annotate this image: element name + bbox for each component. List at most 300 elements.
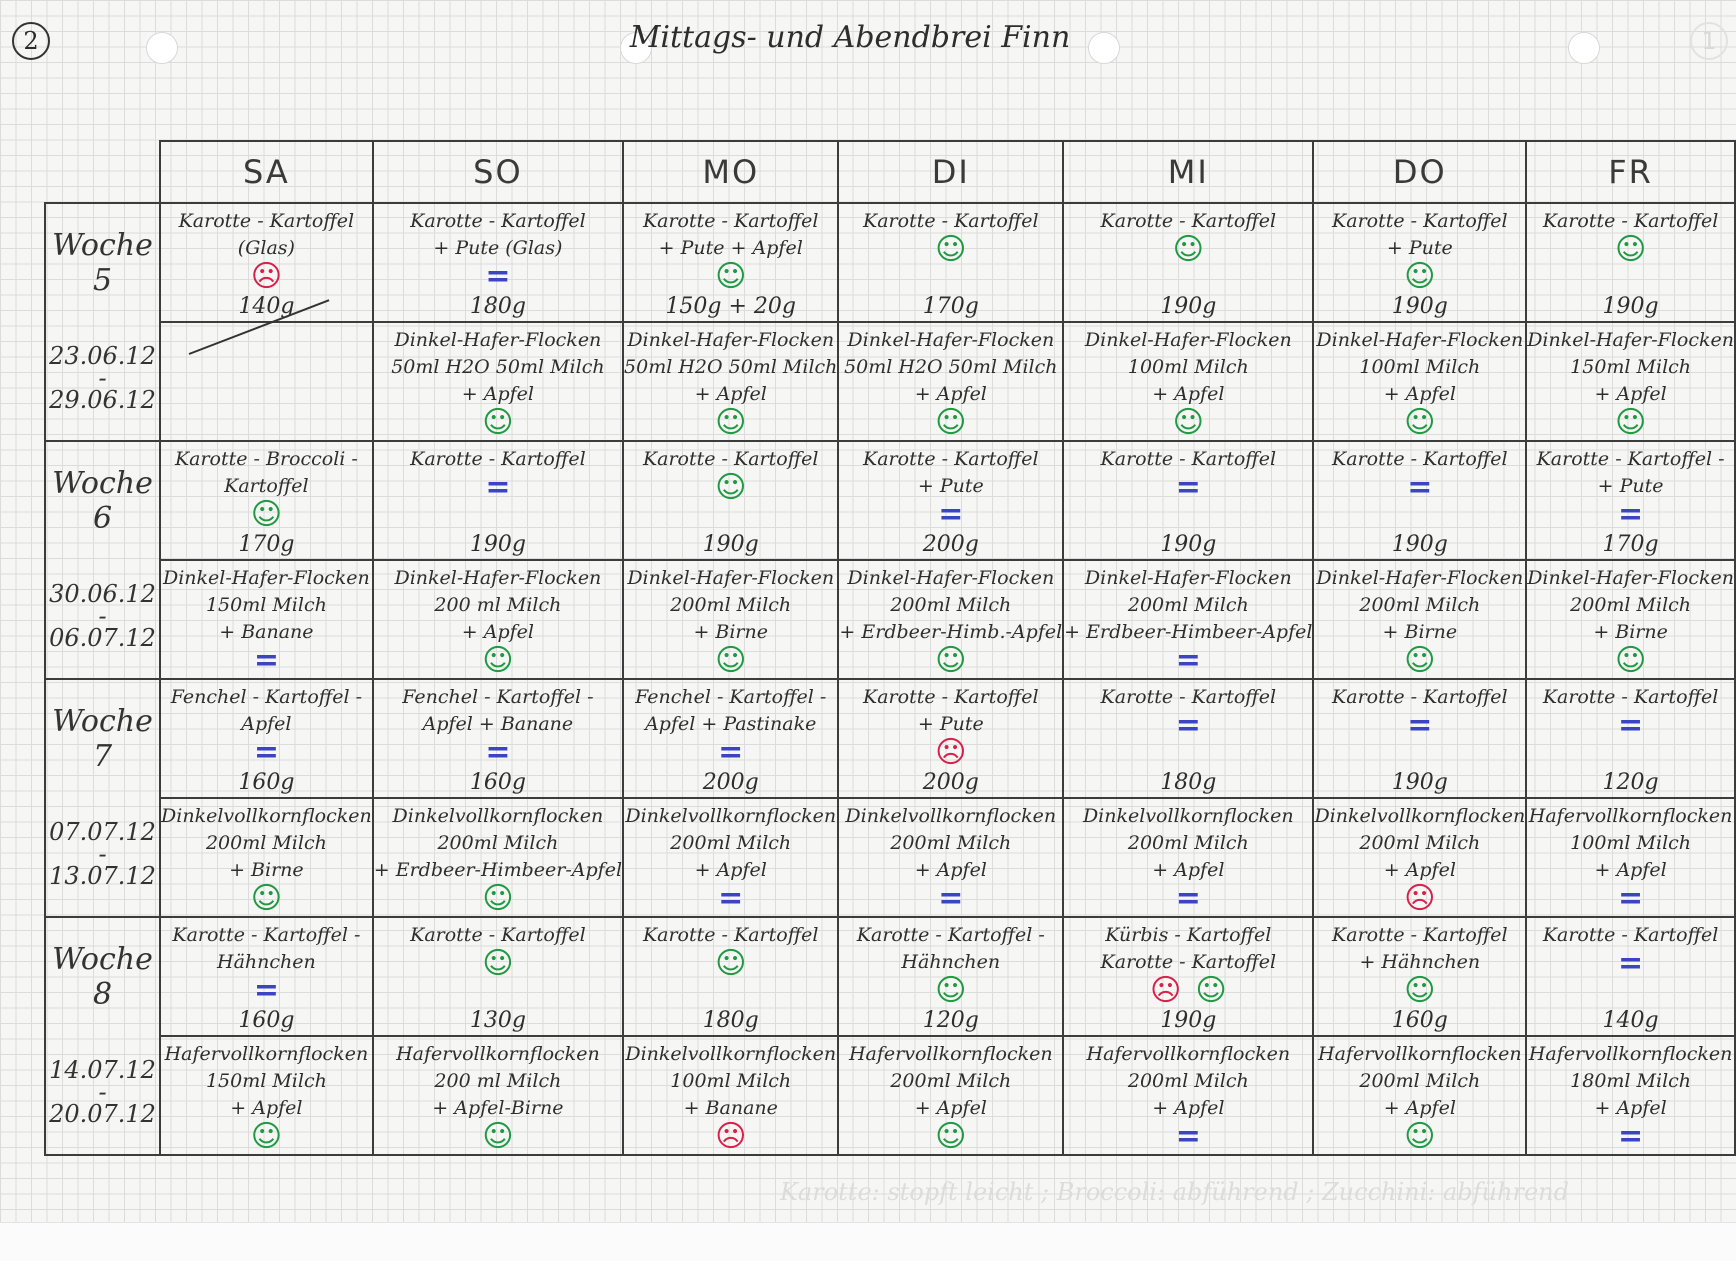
dinner-line: Dinkelvollkornflocken [161,805,372,827]
dinner-line: Dinkel-Hafer-Flocken [162,567,370,589]
neutral-face-icon: = [1618,708,1644,743]
lunch-line: + Pute [917,475,984,497]
lunch-line: + Pute [917,713,984,735]
amount: 190g [469,532,526,557]
lunch-line: Hähnchen [217,951,316,973]
sad-face-icon: ☹ [250,259,283,294]
rating [374,1119,622,1154]
lunch-cell [1526,679,1735,798]
dinner-line: + Apfel [694,859,767,881]
dinner-line: + Apfel [1594,383,1667,405]
dinner-line: + Apfel [694,383,767,405]
neutral-face-icon: = [253,973,279,1008]
lunch-cell [373,679,623,798]
dinner-cell [1063,1036,1313,1155]
amount: 200g [922,770,979,795]
lunch-line: Karotte - Kartoffel [863,448,1039,470]
lunch-row [45,679,1735,798]
happy-face-icon: ☺ [715,946,747,981]
dinner-line: + Apfel [1152,859,1225,881]
dinner-line: Dinkel-Hafer-Flocken [1084,329,1292,351]
lunch-line: Karotte - Kartoffel [410,924,586,946]
sad-face-icon: ☹ [1404,881,1436,916]
rating [839,1119,1062,1154]
amount: 180g [702,1008,759,1033]
amount: 190g [1160,1008,1217,1033]
dinner-cell [373,560,623,679]
amount: 190g [1391,532,1448,557]
lunch-cell [1313,203,1526,322]
rating [374,735,622,770]
dinner-line: + Apfel [914,383,987,405]
sad-face-icon: ☹ [1150,973,1182,1008]
rating [1527,1119,1734,1154]
dinner-cell [623,322,838,441]
dinner-cell [373,1036,623,1155]
lunch-cell [1526,917,1735,1036]
dinner-line: + Birne [1382,621,1458,643]
happy-face-icon: ☺ [1172,405,1204,440]
amount: 200g [702,770,759,795]
neutral-face-icon: = [718,881,744,916]
lunch-line: Karotte - Kartoffel [642,924,819,946]
happy-face-icon: ☺ [1614,405,1647,440]
lunch-line: Karotte - Kartoffel [1542,686,1719,708]
lunch-line: + Pute [1386,237,1453,259]
dinner-line: 200ml Milch [1127,832,1249,854]
rating [1527,405,1734,440]
neutral-face-icon: = [253,643,279,678]
week-to: 29.06.12 [49,386,156,414]
dinner-cell [160,322,373,441]
week-label [45,917,160,1155]
neutral-face-icon: = [485,259,511,294]
happy-face-icon: ☺ [715,470,747,505]
rating [624,405,837,440]
dinner-row [45,798,1735,917]
happy-face-icon: ☺ [250,1119,283,1154]
header-corner [45,141,160,203]
rating [1314,1119,1525,1154]
dinner-line: 200ml Milch [670,594,792,616]
lunch-line: Hähnchen [901,951,1001,973]
amount: 190g [1160,532,1217,557]
dinner-cell [373,798,623,917]
week-dash: - [98,1078,107,1106]
page-title: Mittags- und Abendbrei Finn [629,20,1071,55]
lunch-cell [1063,203,1313,322]
lunch-line: Karotte - Kartoffel [1332,686,1508,708]
lunch-line: Karotte - Kartoffel [1100,210,1277,232]
lunch-line: Karotte - Kartoffel [1332,448,1508,470]
dinner-cell [373,322,623,441]
dinner-cell [838,322,1063,441]
lunch-cell [160,441,373,560]
happy-face-icon: ☺ [250,497,283,532]
dinner-line: Hafervollkornflocken [164,1043,369,1065]
dinner-cell [1313,560,1526,679]
week-dash: - [98,840,107,868]
happy-face-icon: ☺ [1404,1119,1436,1154]
amount: 170g [238,532,295,557]
dinner-line: + Apfel [230,1097,303,1119]
happy-face-icon: ☺ [482,405,514,440]
day-header-mo: MO [623,141,838,203]
rating [624,946,837,981]
lunch-line: Karotte - Kartoffel - [172,924,361,946]
neutral-face-icon: = [1407,708,1433,743]
rating [374,405,622,440]
dinner-line: Hafervollkornflocken [1528,805,1733,827]
happy-face-icon: ☺ [935,973,967,1008]
dinner-line: 200ml Milch [890,832,1012,854]
happy-face-icon: ☺ [935,643,967,678]
week-from: 14.07.12 [49,1056,156,1084]
rating [374,881,622,916]
neutral-face-icon: = [1407,470,1433,505]
dinner-line: 50ml H2O 50ml Milch [391,356,605,378]
dinner-line: Dinkelvollkornflocken [1314,805,1526,827]
lunch-line: + Pute + Apfel [658,237,803,259]
rating [1314,881,1525,916]
rating [374,470,622,505]
neutral-face-icon: = [1618,1119,1644,1154]
dinner-line: 200ml Milch [1570,594,1692,616]
neutral-face-icon: = [1175,881,1201,916]
lunch-cell [1526,441,1735,560]
dinner-line: Dinkelvollkornflocken [392,805,604,827]
happy-face-icon: ☺ [715,643,747,678]
neutral-face-icon: = [1175,470,1201,505]
dinner-line: Dinkel-Hafer-Flocken [1084,567,1292,589]
dinner-line: 200ml Milch [437,832,559,854]
dinner-line: Dinkel-Hafer-Flocken [847,567,1055,589]
lunch-line: Karotte - Kartoffel [1100,686,1277,708]
lunch-line: Karotte - Kartoffel [1332,210,1508,232]
rating [839,735,1062,770]
dinner-line: + Birne [693,621,768,643]
lunch-row [45,203,1735,322]
rating [1314,643,1525,678]
week-from: 23.06.12 [49,342,156,370]
lunch-cell [1063,679,1313,798]
rating [161,735,372,770]
page-number: 2 [12,22,50,60]
happy-face-icon: ☺ [935,405,967,440]
rating [374,946,622,981]
happy-face-icon: ☺ [482,1119,514,1154]
dinner-line: + Apfel [914,859,987,881]
rating [161,497,372,532]
rating [1314,973,1525,1008]
dinner-line: + Apfel [1383,383,1456,405]
dinner-line: 200ml Milch [1127,594,1249,616]
dinner-line: Dinkel-Hafer-Flocken [394,329,602,351]
dinner-cell [623,560,838,679]
dinner-line: + Apfel-Birne [432,1097,564,1119]
happy-face-icon: ☺ [715,259,747,294]
dinner-line: Dinkel-Hafer-Flocken [394,567,602,589]
lunch-line: Apfel + Banane [422,713,574,735]
neutral-face-icon: = [1175,643,1201,678]
week-name: Woche 5 [52,228,153,298]
dinner-line: + Apfel [1152,1097,1225,1119]
rating [1064,232,1312,267]
happy-face-icon: ☺ [1195,973,1227,1008]
dinner-line: 200ml Milch [1359,832,1481,854]
amount: 160g [238,770,295,795]
neutral-face-icon: = [718,735,744,770]
dinner-line: 200ml Milch [1359,1070,1481,1092]
lunch-cell [623,917,838,1036]
amount: 160g [1391,1008,1448,1033]
lunch-cell [1313,917,1526,1036]
lunch-line: Karotte - Broccoli - [174,448,358,470]
neutral-face-icon: = [1618,946,1644,981]
sad-face-icon: ☹ [935,735,967,770]
week-name: Woche 7 [52,704,153,774]
dinner-line: 100ml Milch [1359,356,1481,378]
dinner-cell [1526,322,1735,441]
amount: 120g [922,1008,979,1033]
rating [1064,643,1312,678]
day-header-do: DO [1313,141,1526,203]
rating [374,259,622,294]
dinner-line: Dinkel-Hafer-Flocken [1527,567,1734,589]
lunch-cell [623,679,838,798]
dinner-line: Dinkelvollkornflocken [845,805,1057,827]
dinner-row [45,560,1735,679]
happy-face-icon: ☺ [1404,405,1436,440]
lunch-cell [1063,441,1313,560]
happy-face-icon: ☺ [1614,232,1647,267]
dinner-line: + Banane [219,621,314,643]
week-name: Woche 6 [52,466,153,536]
dinner-line: + Apfel [461,621,534,643]
neutral-face-icon: = [1618,881,1644,916]
rating [839,497,1062,532]
dinner-cell [1526,560,1735,679]
amount: 190g [1391,770,1448,795]
dinner-line: 200ml Milch [670,832,792,854]
dinner-cell [1063,798,1313,917]
day-header-fr: FR [1526,141,1735,203]
dinner-line: + Erdbeer-Himb.-Apfel [839,621,1063,643]
dinner-line: + Birne [229,859,304,881]
dinner-line: 100ml Milch [1570,832,1692,854]
lunch-line: Karotte - Kartoffel [1100,951,1277,973]
lunch-cell [838,441,1063,560]
amount: 200g [922,532,979,557]
happy-face-icon: ☺ [935,1119,967,1154]
lunch-cell [1313,679,1526,798]
neutral-face-icon: = [1175,708,1201,743]
dinner-cell [160,798,373,917]
amount: 170g [1602,532,1659,557]
dinner-line: Dinkelvollkornflocken [625,1043,837,1065]
rating [1527,708,1734,743]
neutral-face-icon: = [938,497,964,532]
rating [1314,708,1525,743]
amount: 140g [1602,1008,1659,1033]
rating [1527,881,1734,916]
happy-face-icon: ☺ [1172,232,1204,267]
lunch-line: Karotte - Kartoffel [1542,924,1719,946]
rating [1527,643,1734,678]
dinner-line: Dinkel-Hafer-Flocken [1527,329,1734,351]
lunch-line: Karotte - Kartoffel [1100,448,1277,470]
happy-face-icon: ☺ [482,643,514,678]
lunch-cell [1526,203,1735,322]
rating [1064,708,1312,743]
happy-face-icon: ☺ [1404,643,1436,678]
lunch-line: Karotte - Kartoffel [178,210,355,232]
week-dash: - [98,602,107,630]
dinner-line: Dinkel-Hafer-Flocken [627,329,835,351]
dinner-cell [160,1036,373,1155]
lunch-cell [160,203,373,322]
dinner-line: + Apfel [1594,1097,1667,1119]
lunch-cell [838,203,1063,322]
lunch-cell [1063,917,1313,1036]
dinner-line: 150ml Milch [1570,356,1692,378]
dinner-line: + Apfel [461,383,534,405]
amount: 190g [1602,294,1659,319]
dinner-line: 150ml Milch [205,1070,327,1092]
meal-plan-table [44,140,1736,1156]
week-to: 13.07.12 [49,862,156,890]
happy-face-icon: ☺ [250,881,283,916]
amount: 160g [469,770,526,795]
amount: 170g [922,294,979,319]
lunch-line: + Pute [1597,475,1664,497]
dinner-cell [623,1036,838,1155]
day-header-sa: SA [160,141,373,203]
lunch-cell [838,917,1063,1036]
dinner-cell [1063,322,1313,441]
lunch-line: + Pute (Glas) [433,237,563,259]
neutral-face-icon: = [485,470,511,505]
lunch-line: (Glas) [237,237,295,259]
lunch-line: Apfel [241,713,292,735]
lunch-line: Apfel + Pastinake [645,713,817,735]
dinner-line: 50ml H2O 50ml Milch [624,356,838,378]
dinner-line: + Birne [1593,621,1668,643]
lunch-row [45,441,1735,560]
happy-face-icon: ☺ [1404,973,1436,1008]
rating [624,643,837,678]
happy-face-icon: ☺ [1614,643,1647,678]
lunch-cell [160,679,373,798]
week-label [45,203,160,441]
lunch-cell [373,917,623,1036]
rating [1527,497,1734,532]
amount: 190g [702,532,759,557]
dinner-line: Dinkelvollkornflocken [625,805,837,827]
dinner-line: Dinkel-Hafer-Flocken [1316,329,1524,351]
lunch-cell [160,917,373,1036]
dinner-line: 180ml Milch [1570,1070,1692,1092]
rating [1064,470,1312,505]
lunch-line: Karotte - Kartoffel - [1536,448,1725,470]
dinner-line: Hafervollkornflocken [396,1043,600,1065]
dinner-cell [623,798,838,917]
lunch-cell [373,203,623,322]
dinner-line: 200 ml Milch [434,594,562,616]
rating [624,1119,837,1154]
dinner-cell [838,560,1063,679]
rating [839,405,1062,440]
lunch-cell [623,203,838,322]
dinner-line: 200ml Milch [205,832,327,854]
amount: 120g [1602,770,1659,795]
neutral-face-icon: = [485,735,511,770]
rating [624,259,837,294]
week-name: Woche 8 [52,942,153,1012]
lunch-cell [838,679,1063,798]
rating [839,881,1062,916]
rating [1527,232,1734,267]
rating [1314,259,1525,294]
dinner-line: 100ml Milch [670,1070,792,1092]
rating [1064,973,1312,1008]
ghost-page-number: 1 [1690,22,1728,60]
day-header-so: SO [373,141,623,203]
week-from: 07.07.12 [49,818,156,846]
amount: 130g [469,1008,526,1033]
week-from: 30.06.12 [49,580,156,608]
rating [1064,1119,1312,1154]
dinner-cell [1526,1036,1735,1155]
rating [839,973,1062,1008]
dinner-cell [838,1036,1063,1155]
happy-face-icon: ☺ [1404,259,1436,294]
neutral-face-icon: = [1175,1119,1201,1154]
dinner-line: 200ml Milch [1359,594,1481,616]
lunch-row [45,917,1735,1036]
lunch-line: Karotte - Kartoffel [410,210,586,232]
neutral-face-icon: = [1618,497,1644,532]
rating [161,881,372,916]
sad-face-icon: ☹ [715,1119,747,1154]
dinner-line: Dinkel-Hafer-Flocken [847,329,1055,351]
lunch-line: Karotte - Kartoffel [642,210,819,232]
lunch-line: Fenchel - Kartoffel - [635,686,827,708]
amount: 180g [1160,770,1217,795]
dinner-row [45,1036,1735,1155]
week-to: 20.07.12 [49,1100,156,1128]
rating [161,259,372,294]
scan-bottom-edge [0,1222,1736,1261]
lunch-line: Karotte - Kartoffel [1332,924,1508,946]
dinner-line: + Erdbeer-Himbeer-Apfel [1064,621,1313,643]
rating [374,643,622,678]
day-header-di: DI [838,141,1063,203]
dinner-row [45,322,1735,441]
rating [161,643,372,678]
amount: 150g + 20g [665,294,797,319]
lunch-line: Fenchel - Kartoffel - [402,686,594,708]
dinner-cell [1313,798,1526,917]
dinner-line: Dinkel-Hafer-Flocken [627,567,835,589]
dinner-cell [1313,1036,1526,1155]
dinner-line: 150ml Milch [205,594,327,616]
day-header-mi: MI [1063,141,1313,203]
dinner-line: Hafervollkornflocken [1528,1043,1733,1065]
rating [624,735,837,770]
rating [1064,405,1312,440]
dinner-line: Hafervollkornflocken [1086,1043,1291,1065]
